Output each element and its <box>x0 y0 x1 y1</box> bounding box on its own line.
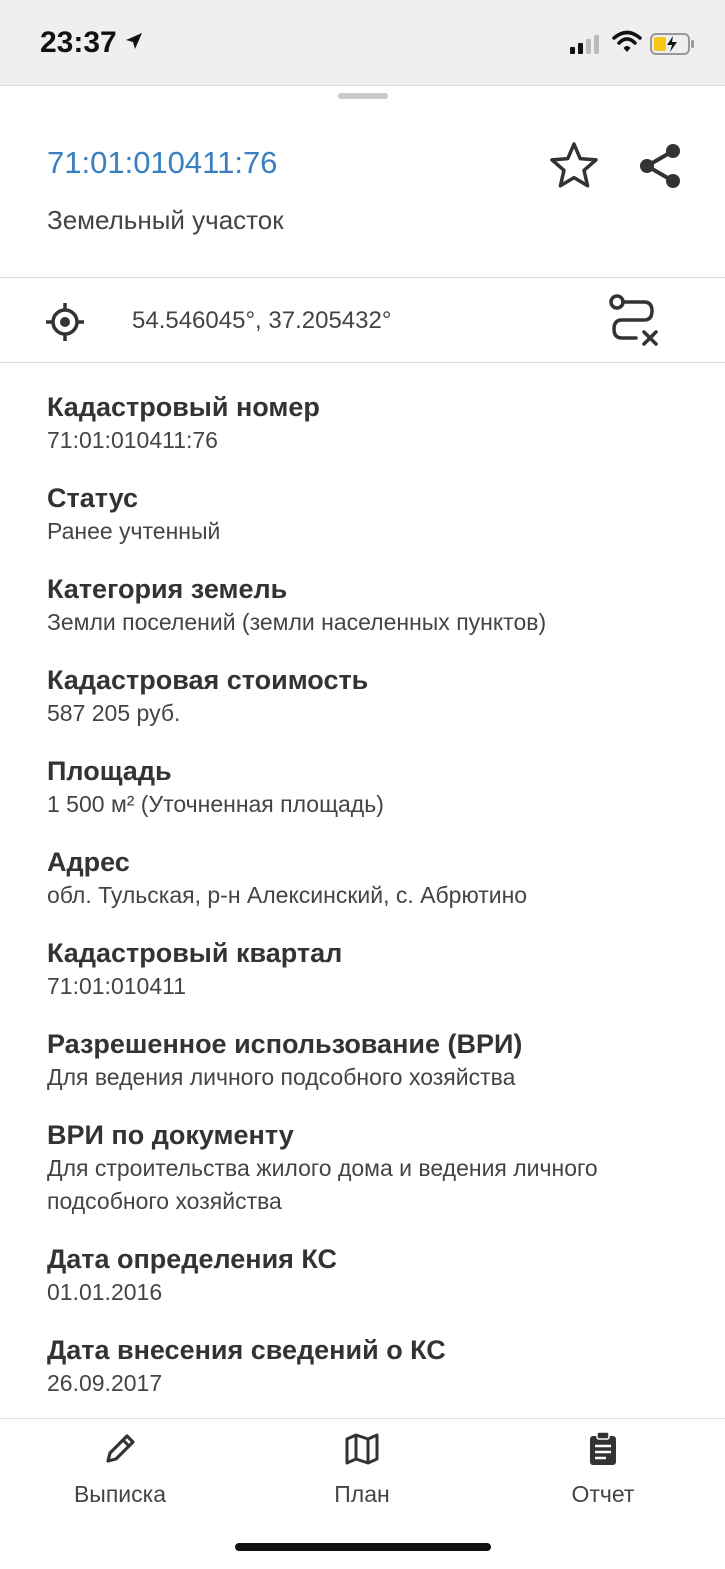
tab-extract[interactable] <box>30 1431 210 1511</box>
detail-item <box>47 572 687 639</box>
detail-value: обл. Тульская, р-н Алексинский, с. Абрютино <box>47 882 528 908</box>
crosshair-location-icon[interactable] <box>44 301 86 343</box>
tab-label: Выписка <box>73 1481 167 1507</box>
detail-label: Категория земель <box>47 574 288 604</box>
tab-plan[interactable] <box>272 1431 452 1511</box>
detail-label: Дата определения КС <box>47 1244 338 1274</box>
map-icon <box>344 1431 380 1467</box>
detail-value: Земли поселений (земли населенных пунктов) <box>47 609 547 635</box>
detail-item <box>47 1242 687 1309</box>
detail-label: Статус <box>47 483 138 513</box>
tab-label: План <box>334 1481 390 1507</box>
detail-label: Адрес <box>47 847 130 877</box>
divider <box>0 362 725 363</box>
sheet-grab-handle[interactable] <box>338 93 388 99</box>
detail-value: Ранее учтенный <box>47 518 221 544</box>
detail-item <box>47 754 687 821</box>
status-time: 23:37 <box>40 26 117 59</box>
cellular-signal-icon <box>570 34 604 54</box>
detail-value: 26.09.2017 <box>47 1370 163 1396</box>
detail-label: Дата внесения сведений о КС <box>47 1335 446 1365</box>
route-clear-icon[interactable] <box>604 292 662 348</box>
wifi-icon <box>612 30 642 54</box>
detail-label: Кадастровый номер <box>47 392 320 422</box>
detail-item <box>47 845 687 912</box>
detail-label: Площадь <box>47 756 172 786</box>
detail-label: Кадастровая стоимость <box>47 665 369 695</box>
detail-label: Разрешенное использование (ВРИ) <box>47 1029 523 1059</box>
detail-item <box>47 481 687 548</box>
home-indicator <box>235 1543 491 1551</box>
pencil-icon <box>102 1431 138 1467</box>
favorite-button[interactable] <box>548 140 600 192</box>
detail-value: 587 205 руб. <box>47 700 181 726</box>
detail-item <box>47 663 687 730</box>
details-list <box>47 390 687 1424</box>
detail-label: ВРИ по документу <box>47 1120 294 1150</box>
cadastral-number-title[interactable]: 71:01:010411:76 <box>47 145 278 180</box>
detail-value: 1 500 м² (Уточненная площадь) <box>47 791 384 817</box>
detail-item <box>47 1027 687 1094</box>
detail-item <box>47 390 687 457</box>
detail-value: Для строительства жилого дома и ведения личного подсобного хозяйства <box>47 1155 598 1214</box>
detail-item <box>47 936 687 1003</box>
coordinates-text[interactable]: 54.546045°, 37.205432° <box>132 307 392 334</box>
detail-item <box>47 1118 687 1218</box>
object-type-label: Земельный участок <box>47 205 284 235</box>
status-bar <box>0 0 725 86</box>
share-icon <box>634 140 686 192</box>
battery-icon <box>650 32 696 56</box>
detail-value: Для ведения личного подсобного хозяйства <box>47 1064 516 1090</box>
tab-report[interactable] <box>513 1431 693 1511</box>
detail-value: 01.01.2016 <box>47 1279 163 1305</box>
divider <box>0 277 725 278</box>
tab-label: Отчет <box>571 1481 635 1507</box>
detail-item <box>47 1333 687 1400</box>
share-button[interactable] <box>634 140 686 192</box>
detail-value: 71:01:010411:76 <box>47 427 218 453</box>
clipboard-icon <box>585 1431 621 1467</box>
star-icon <box>548 140 600 192</box>
detail-value: 71:01:010411 <box>47 973 186 999</box>
location-arrow-icon <box>124 31 144 51</box>
detail-label: Кадастровый квартал <box>47 938 343 968</box>
